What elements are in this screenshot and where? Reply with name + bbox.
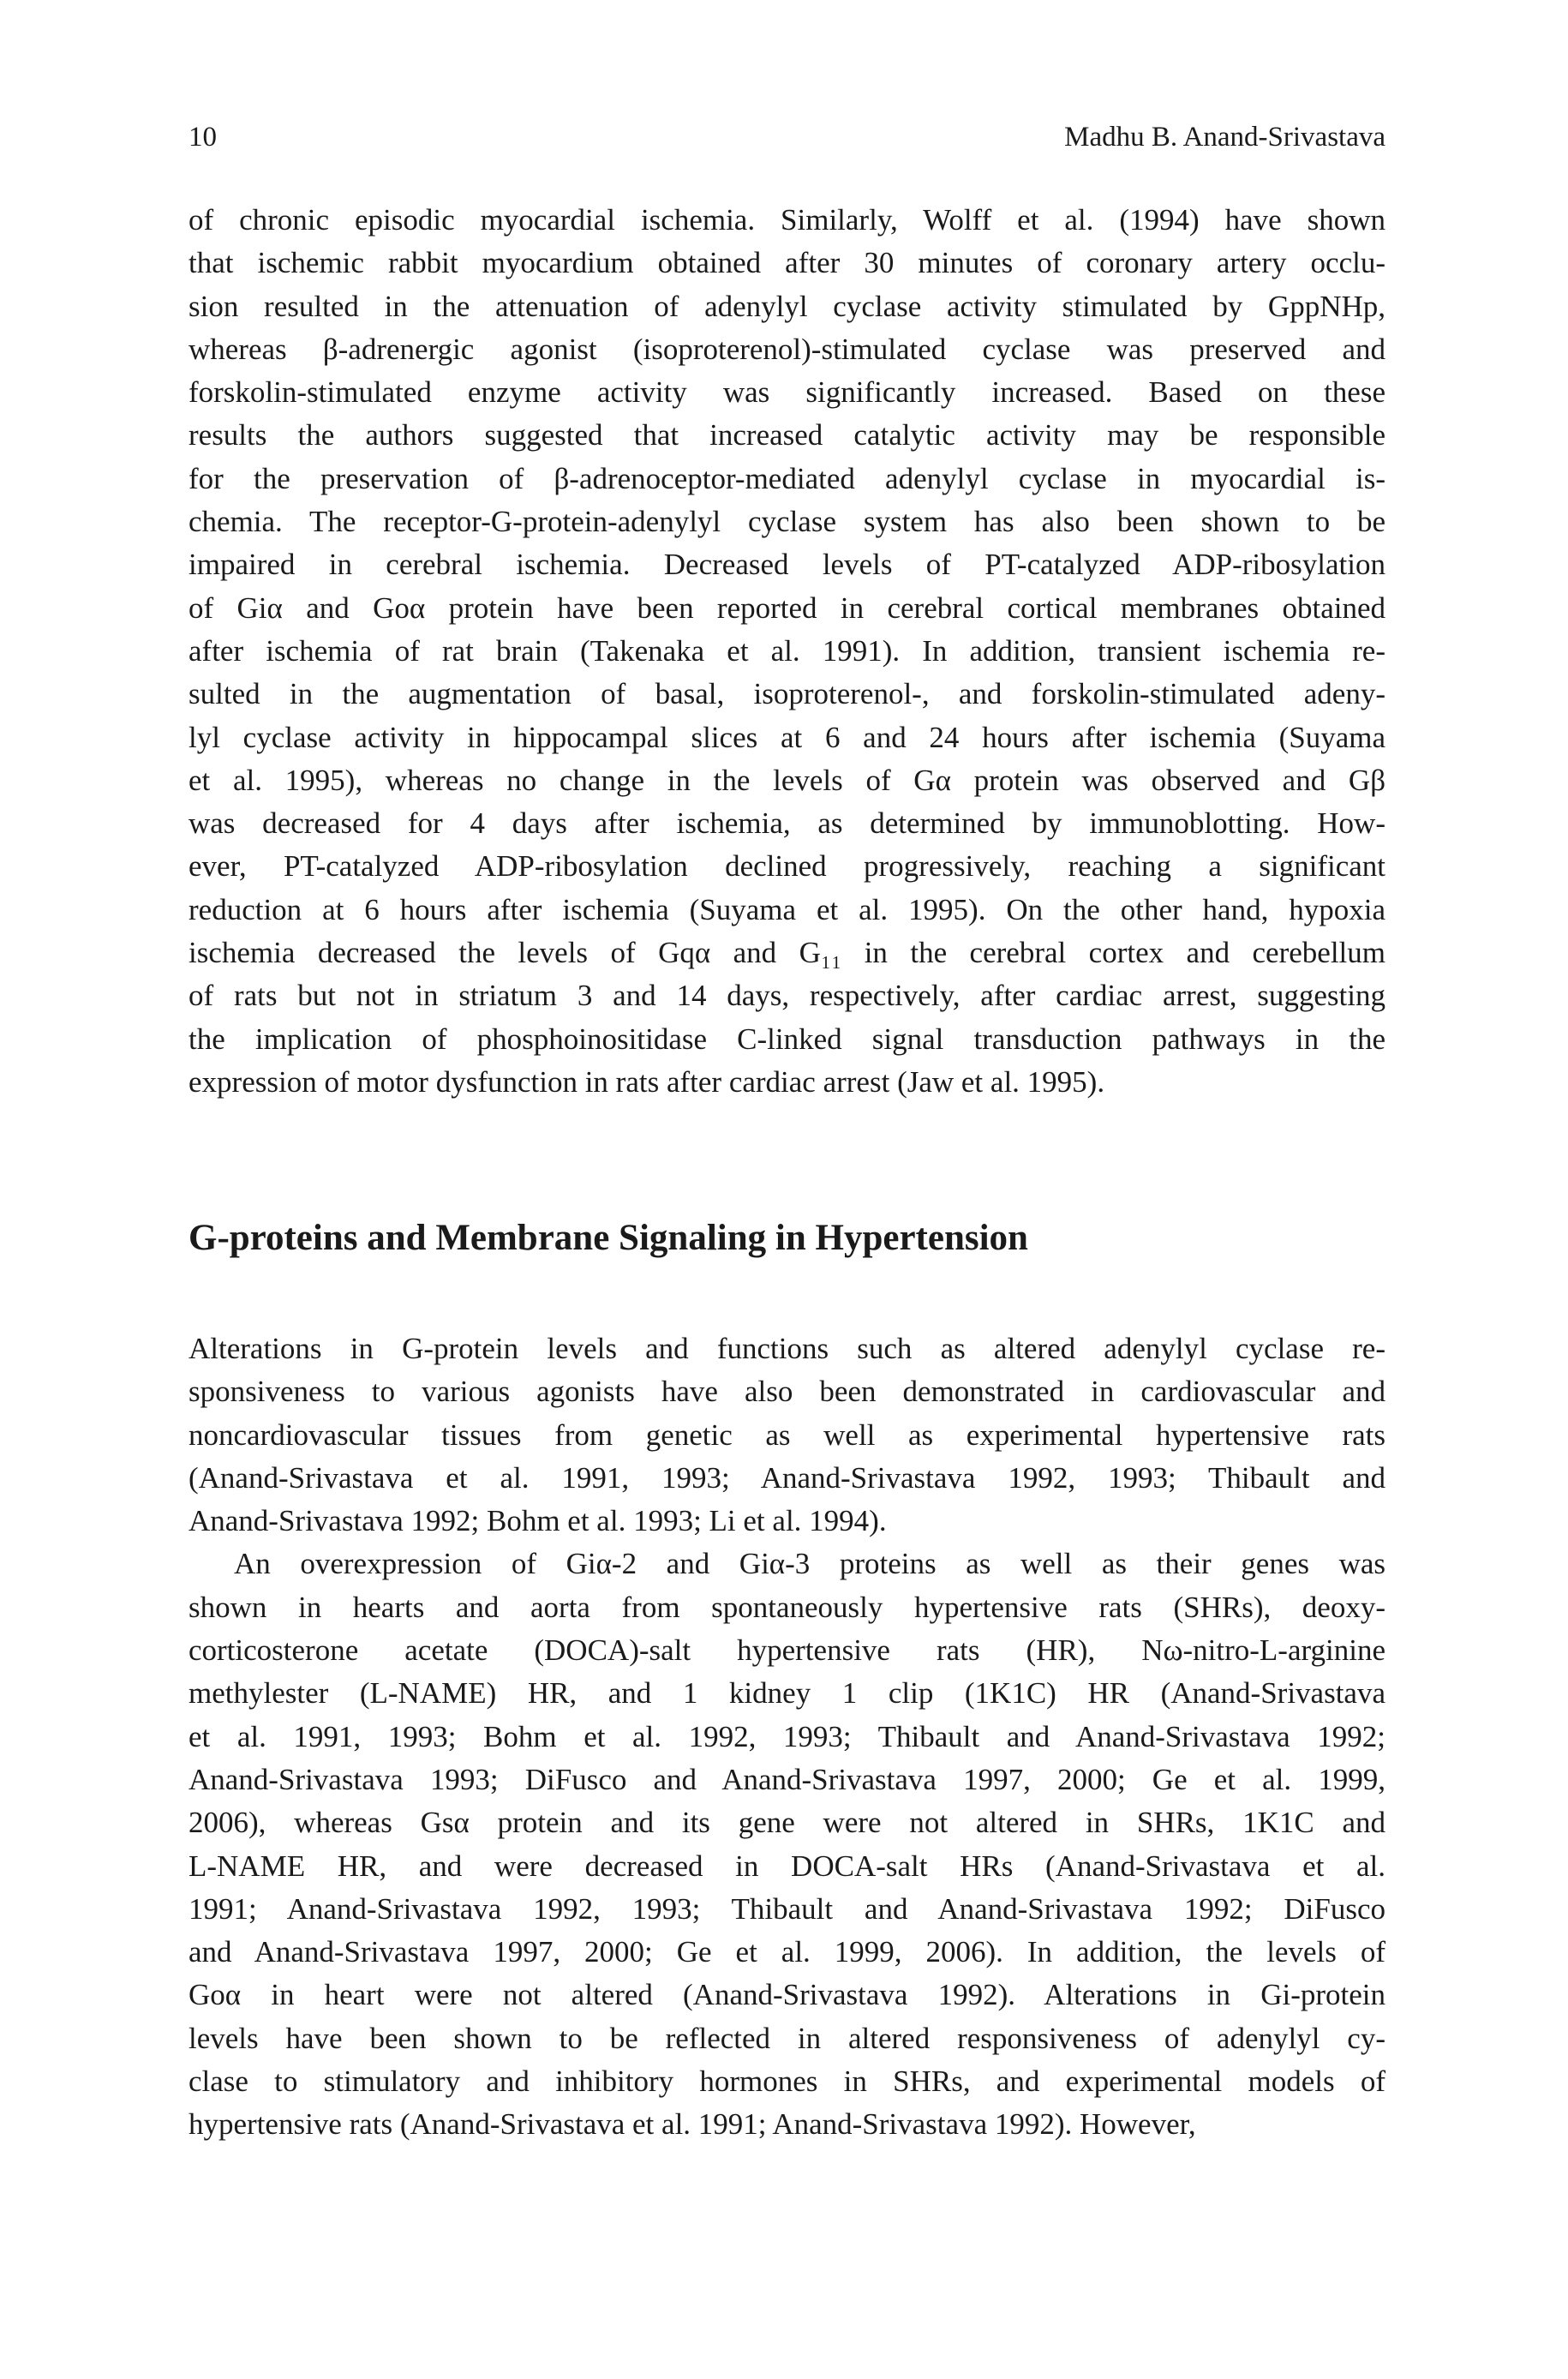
- text-line: forskolin-stimulated enzyme activity was significantly increased. Based on these: [189, 375, 1385, 410]
- running-head: Madhu B. Anand-Srivastava: [1064, 122, 1385, 153]
- paragraph-ischemia: [189, 199, 1385, 1104]
- text-line: methylester (L-NAME) HR, and 1 kidney 1 clip (1K1C) HR (Anand-Srivastava: [189, 1676, 1385, 1711]
- paragraph-alterations: [189, 1327, 1385, 1543]
- text-line: noncardiovascular tissues from genetic as well as experimental hypertensive rats: [189, 1417, 1385, 1452]
- text-line: et al. 1995), whereas no change in the levels of Gα protein was observed and Gβ: [189, 763, 1385, 797]
- text-line: shown in hearts and aorta from spontaneously hypertensive rats (SHRs), deoxy-: [189, 1590, 1385, 1624]
- page-number: 10: [189, 122, 217, 153]
- text-line: chemia. The receptor-G-protein-adenylyl cyclase system has also been shown to be: [189, 505, 1385, 539]
- text-line: the implication of phosphoinositidase C-linked signal transduction pathways in the: [189, 1022, 1385, 1056]
- text-line: corticosterone acetate (DOCA)-salt hypertensive rats (HR), Nω-nitro-L-arginine: [189, 1633, 1385, 1668]
- text-line: 2006), whereas Gsα protein and its gene were not altered in SHRs, 1K1C and: [189, 1806, 1385, 1840]
- text-line: sponsiveness to various agonists have also been demonstrated in cardiovascular and: [189, 1375, 1385, 1409]
- paragraph-overexpression: [189, 1543, 1385, 2146]
- text-line: for the preservation of β-adrenoceptor-mediated adenylyl cyclase in myocardial is-: [189, 461, 1385, 495]
- text-line: was decreased for 4 days after ischemia, as determined by immunoblotting. How-: [189, 806, 1385, 841]
- text-line: L-NAME HR, and were decreased in DOCA-salt HRs (Anand-Srivastava et al.: [189, 1849, 1385, 1883]
- text-line: expression of motor dysfunction in rats after cardiac arrest (Jaw et al. 1995).: [189, 1064, 1105, 1099]
- section-body: [189, 1327, 1385, 2147]
- text-line: impaired in cerebral ischemia. Decreased levels of PT-catalyzed ADP-ribosylation: [189, 548, 1385, 582]
- text-line: of rats but not in striatum 3 and 14 days, respectively, after cardiac arrest, suggesting: [189, 979, 1385, 1013]
- text-line: clase to stimulatory and inhibitory hormones in SHRs, and experimental models of: [189, 2064, 1385, 2099]
- text-line: Anand-Srivastava 1993; DiFusco and Anand-Srivastava 1997, 2000; Ge et al. 1999,: [189, 1762, 1385, 1796]
- text-line: and Anand-Srivastava 1997, 2000; Ge et al. 1999, 2006). In addition, the levels of: [189, 1935, 1385, 1969]
- text-line: reduction at 6 hours after ischemia (Suyama et al. 1995). On the other hand, hypoxia: [189, 892, 1385, 926]
- text-line: results the authors suggested that increased catalytic activity may be responsible: [189, 418, 1385, 452]
- text-line: that ischemic rabbit myocardium obtained after 30 minutes of coronary artery occlu-: [189, 246, 1385, 280]
- text-line: ever, PT-catalyzed ADP-ribosylation declined progressively, reaching a significant: [189, 849, 1385, 884]
- text-line: (Anand-Srivastava et al. 1991, 1993; Anand-Srivastava 1992, 1993; Thibault and: [189, 1460, 1385, 1495]
- text-line: after ischemia of rat brain (Takenaka et al. 1991). In addition, transient ischemia re-: [189, 633, 1385, 668]
- text-line: sulted in the augmentation of basal, isoproterenol-, and forskolin-stimulated adeny-: [189, 677, 1385, 711]
- text-line: 1991; Anand-Srivastava 1992, 1993; Thibault and Anand-Srivastava 1992; DiFusco: [189, 1891, 1385, 1926]
- text-line: Goα in heart were not altered (Anand-Srivastava 1992). Alterations in Gi-protein: [189, 1978, 1385, 2012]
- section-heading: G-proteins and Membrane Signaling in Hypertension: [189, 1218, 1028, 1258]
- text-line: whereas β-adrenergic agonist (isoproterenol)-stimulated cyclase was preserved and: [189, 332, 1385, 366]
- text-line: of chronic episodic myocardial ischemia. Similarly, Wolff et al. (1994) have shown: [189, 203, 1385, 237]
- text-line: An overexpression of Giα-2 and Giα-3 proteins as well as their genes was: [234, 1547, 1385, 1581]
- text-line: Alterations in G-protein levels and functions such as altered adenylyl cyclase re-: [189, 1332, 1385, 1365]
- text-line: of Giα and Goα protein have been reported in cerebral cortical membranes obtained: [189, 590, 1385, 625]
- text-line: et al. 1991, 1993; Bohm et al. 1992, 1993; Thibault and Anand-Srivastava 1992;: [189, 1719, 1385, 1753]
- text-line: lyl cyclase activity in hippocampal slices at 6 and 24 hours after ischemia (Suyama: [189, 720, 1385, 754]
- text-line: levels have been shown to be reflected in altered responsiveness of adenylyl cy-: [189, 2021, 1385, 2055]
- text-line: sion resulted in the attenuation of adenylyl cyclase activity stimulated by GppNHp,: [189, 289, 1385, 323]
- text-line: ischemia decreased the levels of Gqα and G₁₁ in the cerebral cortex and cerebellum: [189, 936, 1385, 970]
- text-line: Anand-Srivastava 1992; Bohm et al. 1993; Li et al. 1994).: [189, 1504, 887, 1538]
- text-line: hypertensive rats (Anand-Srivastava et al. 1991; Anand-Srivastava 1992). However,: [189, 2107, 1196, 2142]
